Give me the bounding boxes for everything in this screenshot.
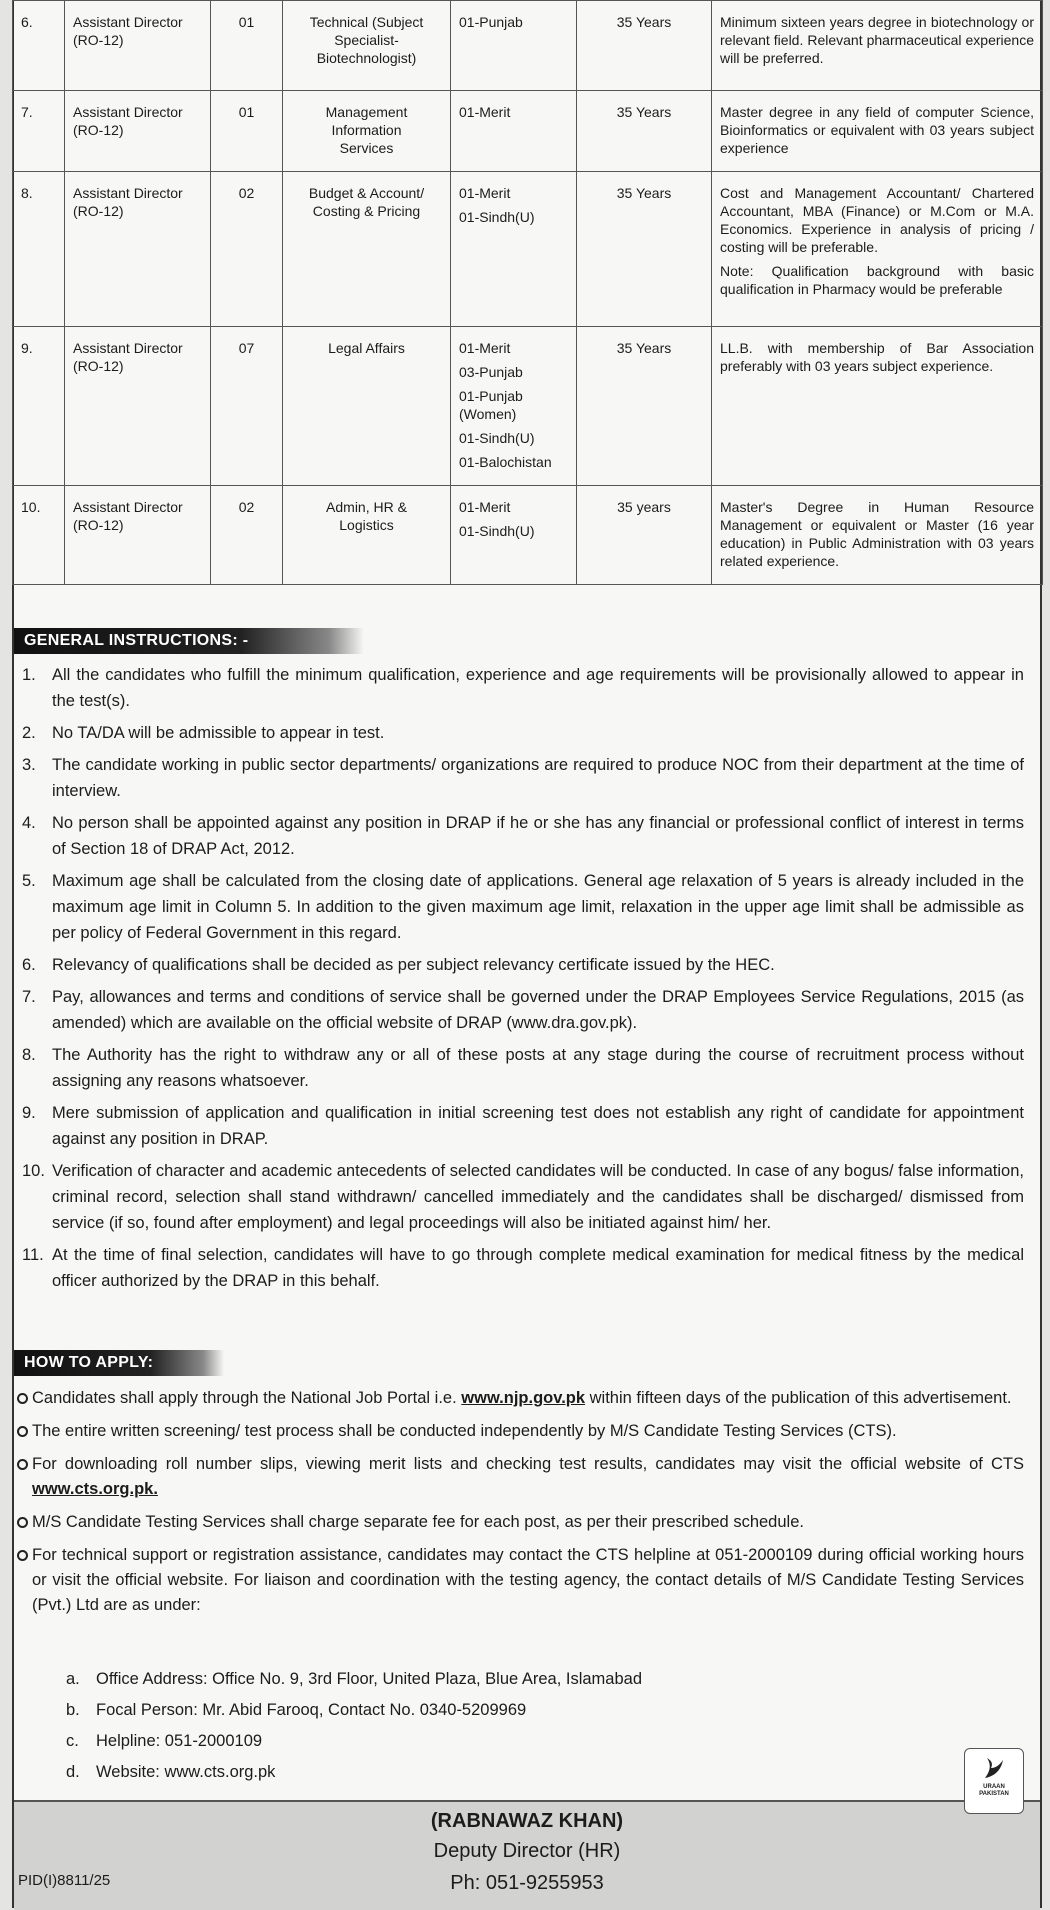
cts-contact-list <box>66 1664 642 1788</box>
general-instructions-heading: GENERAL INSTRUCTIONS: - <box>14 628 364 654</box>
contact-item: a. Office Address: Office No. 9, 3rd Floor, United Plaza, Blue Area, Islamabad <box>66 1670 643 1688</box>
specialization-cell: Budget & Account/ Costing & Pricing <box>283 172 451 327</box>
qualification-cell: Minimum sixteen years degree in biotechnology or relevant field. Relevant pharmaceutical experience will be preferred. <box>712 1 1043 91</box>
njp-link[interactable]: www.njp.gov.pk <box>461 1389 586 1407</box>
bullet-icon <box>17 1426 28 1437</box>
bullet-icon <box>17 1459 28 1470</box>
qualification-cell: LL.B. with membership of Bar Association preferably with 03 years subject experience. <box>712 327 1043 486</box>
domicile-cell: 01-Merit 01-Sindh(U) <box>451 486 577 585</box>
domicile-cell: 01-Merit <box>451 91 577 172</box>
how-to-apply-heading: HOW TO APPLY: <box>14 1350 224 1376</box>
age-limit-cell: 35 years <box>577 486 712 585</box>
instruction-item: 3. The candidate working in public sector departments/ organizations are required to produce NOC from their department at the time of interview. <box>22 756 1024 800</box>
instruction-item: 8. The Authority has the right to withdraw any or all of these posts at any stage during the course of recruitment process without assigning any reasons whatsoever. <box>22 1046 1024 1090</box>
contact-item: d. Website: www.cts.org.pk <box>66 1763 276 1781</box>
posts-count-cell: 01 <box>211 1 283 91</box>
age-limit-cell: 35 Years <box>577 172 712 327</box>
apply-item: M/S Candidate Testing Services shall charge separate fee for each post, as per their prescribed schedule. <box>14 1510 1024 1535</box>
cts-link[interactable]: www.cts.org.pk. <box>32 1480 158 1498</box>
specialization-cell: Technical (Subject Specialist- Biotechnologist) <box>283 1 451 91</box>
signatory-phone: Ph: 051-9255953 <box>450 1872 604 1894</box>
domicile-cell: 01-Merit 01-Sindh(U) <box>451 172 577 327</box>
general-instructions-list <box>14 662 1024 1300</box>
age-limit-cell: 35 Years <box>577 327 712 486</box>
advertisement-page <box>12 0 1042 1908</box>
designation-cell: Assistant Director (RO-12) <box>65 327 211 486</box>
posts-count-cell: 02 <box>211 172 283 327</box>
signatory-title: Deputy Director (HR) <box>433 1840 621 1862</box>
posts-table <box>12 0 1043 585</box>
table-row <box>13 172 1043 327</box>
instruction-item: 10. Verification of character and academic antecedents of selected candidates will be conducted. In case of any bogus/ false information, criminal record, selection shall stand withdrawn/ cancelled immediately and the candidates shall be discharged/ dismissed from service (if so, found after employment) and legal proceedings will also be initiated against him/ her. <box>22 1162 1024 1232</box>
instruction-item: 9. Mere submission of application and qualification in initial screening test does not establish any right of candidate for appointment against any position in DRAP. <box>22 1104 1024 1148</box>
apply-item: The entire written screening/ test process shall be conducted independently by M/S Candidate Testing Services (CTS). <box>14 1419 1024 1444</box>
designation-cell: Assistant Director (RO-12) <box>65 172 211 327</box>
qualification-cell: Cost and Management Accountant/ Chartered Accountant, MBA (Finance) or M.Com or M.A. Economics. Experience in analysis of pricing / costing will be preferable. Note: Qualification background with basic qualification in Pharmacy would be preferable <box>712 172 1043 327</box>
qualification-cell: Master degree in any field of computer Science, Bioinformatics or equivalent with 03 years subject experience <box>712 91 1043 172</box>
apply-item: Candidates shall apply through the National Job Portal i.e. www.njp.gov.pk within fifteen days of the publication of this advertisement. <box>14 1386 1024 1411</box>
uraan-pakistan-logo: URAAN PAKISTAN <box>964 1748 1024 1814</box>
how-to-apply-list <box>14 1386 1024 1626</box>
apply-item: For downloading roll number slips, viewing merit lists and checking test results, candidates may visit the official website of CTS www.cts.org.pk. <box>14 1452 1024 1502</box>
serial-no-cell: 8. <box>13 172 65 327</box>
signatory-name: (RABNAWAZ KHAN) <box>430 1810 624 1832</box>
instruction-item: 11. At the time of final selection, candidates will have to go through complete medical examination for medical fitness by the medical officer authorized by the DRAP in this behalf. <box>22 1246 1024 1290</box>
table-row <box>13 486 1043 585</box>
serial-no-cell: 10. <box>13 486 65 585</box>
instruction-item: 2. No TA/DA will be admissible to appear in test. <box>22 724 385 742</box>
instruction-item: 4. No person shall be appointed against any position in DRAP if he or she has any financial or professional conflict of interest in terms of Section 18 of DRAP Act, 2012. <box>22 814 1024 858</box>
posts-count-cell: 02 <box>211 486 283 585</box>
posts-count-cell: 01 <box>211 91 283 172</box>
instruction-item: 1. All the candidates who fulfill the minimum qualification, experience and age requirements will be provisionally allowed to appear in the test(s). <box>22 666 1024 710</box>
serial-no-cell: 9. <box>13 327 65 486</box>
contact-item: b. Focal Person: Mr. Abid Farooq, Contact No. 0340-5209969 <box>66 1701 527 1719</box>
age-limit-cell: 35 Years <box>577 1 712 91</box>
qualification-cell: Master's Degree in Human Resource Management or equivalent or Master (16 year education) in Public Administration with 03 years related experience. <box>712 486 1043 585</box>
table-row <box>13 1 1043 91</box>
instruction-item: 7. Pay, allowances and terms and conditions of service shall be governed under the DRAP Employees Service Regulations, 2015 (as amended) which are available on the official website of DRAP (www.dra.gov.pk). <box>22 988 1024 1032</box>
posts-count-cell: 07 <box>211 327 283 486</box>
domicile-cell: 01-Punjab <box>451 1 577 91</box>
bullet-icon <box>17 1393 28 1404</box>
designation-cell: Assistant Director (RO-12) <box>65 91 211 172</box>
apply-item: For technical support or registration assistance, candidates may contact the CTS helpline at 051-2000109 during official working hours or visit the official website. For liaison and coordination with the testing agency, the contact details of M/S Candidate Testing Services (Pvt.) Ltd are as under: <box>14 1543 1024 1618</box>
domicile-cell: 01-Merit 03-Punjab 01-Punjab (Women) 01-Sindh(U) 01-Balochistan <box>451 327 577 486</box>
pid-number: PID(I)8811/25 <box>18 1872 111 1889</box>
table-row <box>13 327 1043 486</box>
serial-no-cell: 7. <box>13 91 65 172</box>
bullet-icon <box>17 1517 28 1528</box>
specialization-cell: Management Information Services <box>283 91 451 172</box>
bullet-icon <box>17 1550 28 1561</box>
serial-no-cell: 6. <box>13 1 65 91</box>
instruction-item: 5. Maximum age shall be calculated from the closing date of applications. General age relaxation of 5 years is already included in the maximum age limit in Column 5. In addition to the given maximum age limit, relaxation in the upper age limit shall be admissible as per policy of Federal Government in this regard. <box>22 872 1024 942</box>
designation-cell: Assistant Director (RO-12) <box>65 1 211 91</box>
designation-cell: Assistant Director (RO-12) <box>65 486 211 585</box>
age-limit-cell: 35 Years <box>577 91 712 172</box>
instruction-item: 6. Relevancy of qualifications shall be decided as per subject relevancy certificate issued by the HEC. <box>22 956 775 974</box>
table-row <box>13 91 1043 172</box>
contact-item: c. Helpline: 051-2000109 <box>66 1732 263 1750</box>
specialization-cell: Legal Affairs <box>283 327 451 486</box>
logo-emblem-icon <box>981 1754 1007 1782</box>
specialization-cell: Admin, HR & Logistics <box>283 486 451 585</box>
